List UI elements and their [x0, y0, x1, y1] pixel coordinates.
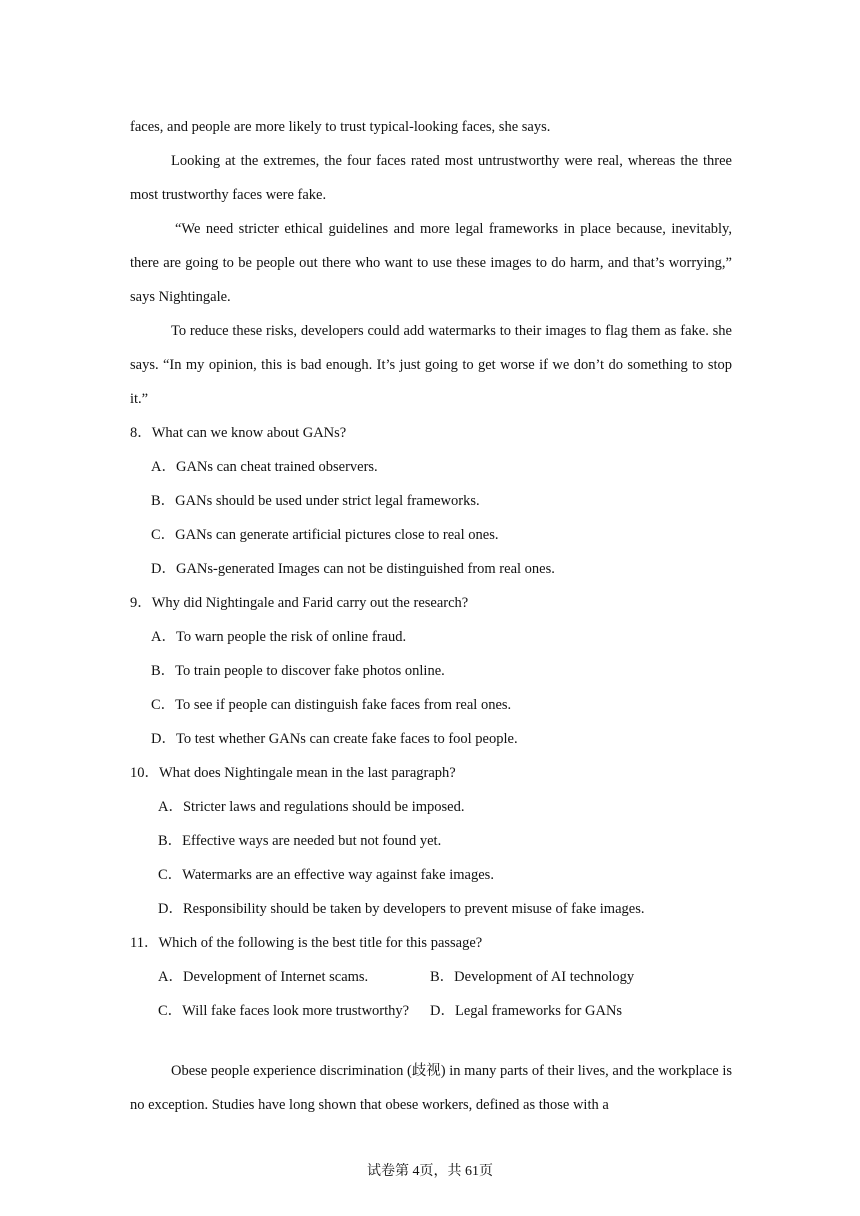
option-c: C．Will fake faces look more trustworthy? [158, 1003, 410, 1019]
option-c: C．GANs can generate artificial pictures close to real ones. [151, 527, 499, 543]
option-d: D．Legal frameworks for GANs [430, 1003, 623, 1019]
section-gap [130, 1028, 732, 1054]
option-a: A．To warn people the risk of online fraud. [151, 629, 407, 645]
question-9 [130, 586, 732, 756]
option-a: A．Development of Internet scams. [158, 969, 369, 985]
question-10 [130, 756, 732, 926]
option-d: D．To test whether GANs can create fake faces to fool people. [151, 731, 518, 747]
option-b: B．GANs should be used under strict legal frameworks. [151, 493, 480, 509]
option-b: B．Development of AI technology [430, 969, 635, 985]
option-b: B．To train people to discover fake photos online. [151, 663, 445, 679]
option-d: D．GANs-generated Images can not be distinguished from real ones. [151, 561, 555, 577]
paragraph: To reduce these risks, developers could add watermarks to their images to flag them as fake. she says. “In my opinion, this is bad enough. It’s just going to get worse if we don’t do something to stop it.” [130, 323, 732, 407]
option-row [130, 960, 732, 994]
question-8 [130, 416, 732, 586]
option-a: A．Stricter laws and regulations should be imposed. [158, 799, 465, 815]
option-row [130, 994, 732, 1028]
page-footer: 试卷第 4页，共 61页 [367, 1164, 493, 1179]
option-a: A．GANs can cheat trained observers. [151, 459, 378, 475]
question-stem: 8．What can we know about GANs? [130, 425, 347, 441]
question-11 [130, 926, 732, 1028]
paragraph: Looking at the extremes, the four faces rated most untrustworthy were real, whereas the three most trustworthy faces were fake. [130, 153, 732, 203]
question-stem: 11．Which of the following is the best title for this passage? [130, 935, 483, 951]
paragraph: Obese people experience discrimination (歧视) in many parts of their lives, and the workplace is no exception. Studies have long shown that obese workers, defined as those with a [130, 1063, 732, 1113]
document-page [130, 110, 732, 1122]
question-stem: 10．What does Nightingale mean in the last paragraph? [130, 765, 456, 781]
option-c: C．Watermarks are an effective way against fake images. [158, 867, 494, 883]
paragraph: “We need stricter ethical guidelines and more legal frameworks in place because, inevitably, there are going to be people out there who want to use these images to do harm, and that’s worrying,” says Nightingale. [130, 221, 732, 305]
option-d: D．Responsibility should be taken by developers to prevent misuse of fake images. [158, 901, 645, 917]
option-b: B．Effective ways are needed but not found yet. [158, 833, 442, 849]
paragraph: faces, and people are more likely to trust typical-looking faces, she says. [130, 119, 551, 135]
option-c: C．To see if people can distinguish fake faces from real ones. [151, 697, 512, 713]
question-stem: 9．Why did Nightingale and Farid carry out the research? [130, 595, 469, 611]
